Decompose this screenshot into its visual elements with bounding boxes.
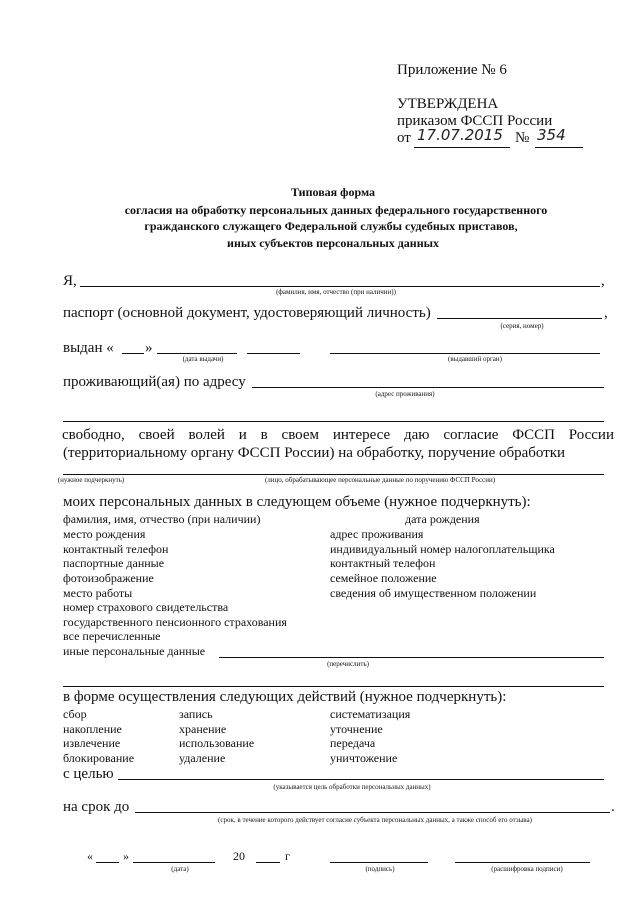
data-scope-label: моих персональных данных в следующем объеме (нужное подчеркнуть):: [63, 494, 531, 510]
action-item[interactable]: блокирование: [63, 751, 135, 765]
issuing-authority-field[interactable]: [330, 353, 600, 354]
order-label: приказом ФССП России: [397, 113, 553, 129]
data-item[interactable]: дата рождения: [405, 512, 480, 526]
issued-day-field[interactable]: [122, 353, 144, 354]
order-number-sign: №: [515, 130, 530, 146]
data-item[interactable]: фотоизображение: [63, 571, 154, 585]
data-item[interactable]: номер страхового свидетельства: [63, 600, 229, 614]
data-item[interactable]: место рождения: [63, 527, 146, 541]
data-item[interactable]: семейное положение: [330, 571, 437, 585]
data-item[interactable]: сведения об имущественном положении: [330, 586, 537, 600]
data-item[interactable]: паспортные данные: [63, 556, 165, 570]
data-item[interactable]: фамилия, имя, отчество (при наличии): [63, 512, 261, 526]
issued-label: выдан «: [63, 340, 114, 356]
title-line-1: Типовая форма: [290, 185, 376, 199]
passport-label: паспорт (основной документ, удостоверяющий личность): [63, 305, 431, 321]
term-field[interactable]: [135, 812, 610, 813]
data-item[interactable]: адрес проживания: [330, 527, 424, 541]
operator-caption: (лицо, обрабатывающее персональные данные по поручению ФССП России): [264, 476, 496, 484]
data-item[interactable]: все перечисленные: [63, 629, 161, 643]
issued-month-field[interactable]: [157, 353, 237, 354]
order-number-handwritten: 354: [537, 126, 566, 144]
action-item[interactable]: уточнение: [330, 722, 383, 736]
appendix-label: Приложение № 6: [397, 62, 507, 78]
data-item[interactable]: контактный телефон: [330, 556, 436, 570]
action-item[interactable]: извлечение: [63, 736, 121, 750]
purpose-caption: (указывается цель обработки персональных данных): [273, 783, 431, 791]
title-line-2: согласия на обработку персональных данных федерального государственного: [124, 203, 548, 217]
order-date-handwritten: 17.07.2015: [417, 126, 503, 144]
signature-field[interactable]: [330, 862, 428, 863]
issuing-authority-caption: (выдавший орган): [447, 355, 503, 363]
purpose-field[interactable]: [118, 779, 604, 780]
sign-month-field[interactable]: [133, 862, 215, 863]
year-suffix: г: [285, 849, 290, 863]
action-item[interactable]: передача: [330, 736, 376, 750]
data-item[interactable]: индивидуальный номер налогоплательщика: [330, 542, 555, 556]
underline-caption: (нужное подчеркнуть): [57, 476, 125, 484]
consent-line-1: свободно, своей волей и в своем интересе даю согласие ФССП России: [62, 427, 614, 443]
date-caption: (дата): [171, 865, 189, 873]
title-line-4: иных субъектов персональных данных: [227, 236, 439, 250]
sign-year-field[interactable]: [256, 862, 280, 863]
address-field[interactable]: [252, 387, 604, 388]
passport-caption: (серия, номер): [500, 322, 544, 330]
consent-line-2: (территориальному органу ФССП России) на обработку, поручение обработки: [63, 445, 566, 461]
data-item[interactable]: место работы: [63, 586, 133, 600]
signature-caption: (подпись): [365, 865, 395, 873]
data-item[interactable]: государственного пенсионного страхования: [63, 615, 287, 629]
title-line-3: гражданского служащего Федеральной службы судебных приставов,: [144, 219, 518, 233]
action-item[interactable]: запись: [179, 707, 213, 721]
document-page: Приложение № 6 УТВЕРЖДЕНА приказом ФССП России от 17.07.2015 № 354 Типовая форма согласия на обработку персональных данных федерального государственного гражданского служащего Федеральной службы судебных приставов, иных субъектов персональных данных Я, , (фамилия, имя, отчество (при наличии)) паспорт (основной документ, удостоверяющий личность) , (серия, номер) выдан « » (дата выдачи) (выдавший орган) проживающий(ая) по адресу (адрес проживания) свободно, своей волей и в своем интересе даю согласие ФССП России (территориальному органу ФССП России) на обработку, поручение обработки (нужное подчеркнуть) (лицо, обрабатывающее персональные данные по поручению ФССП России) моих персональных данных в следующем объеме (нужное подчеркнуть): фамилия, имя, отчество (при наличии) место рождения контактный телефон паспортные данные фотоизображение место работы номер страхового свидетельства государственного пенсионного страхования все перечисленные иные персональные данные (перечислить) дата рождения адрес проживания индивидуальный номер налогоплательщика контактный телефон семейное положение сведения об имущественном положении в форме осуществления следующих действий (нужное подчеркнуть): сбор накопление извлечение блокирование запись хранение использование удаление систематизация уточнение передача уничтожение с целью (указывается цель обработки персональных данных) на срок до . (срок, в течение которого действует согласие субъекта персональных данных, а также способ его отзыва) « » 20 г (дата) (подпись) (расшифровка подписи): [57, 62, 615, 873]
issue-date-caption: (дата выдачи): [182, 355, 224, 363]
data-item[interactable]: контактный телефон: [63, 542, 169, 556]
year-prefix: 20: [233, 849, 245, 863]
address-field-2[interactable]: [63, 421, 604, 422]
sign-day-field[interactable]: [96, 862, 119, 863]
other-data-field[interactable]: [219, 657, 604, 658]
address-caption: (адрес проживания): [375, 390, 435, 398]
action-item[interactable]: накопление: [63, 722, 122, 736]
approved-label: УТВЕРЖДЕНА: [397, 96, 499, 112]
data-item[interactable]: иные персональные данные: [63, 644, 206, 658]
signature-decoding-caption: (расшифровка подписи): [491, 865, 563, 873]
signature-decoding-field[interactable]: [455, 862, 590, 863]
action-item[interactable]: использование: [179, 736, 255, 750]
list-caption: (перечислить): [327, 660, 369, 668]
term-caption: (срок, в течение которого действует согласие субъекта персональных данных, а также способ его отзыва): [218, 816, 532, 824]
action-item[interactable]: удаление: [179, 751, 226, 765]
action-item[interactable]: сбор: [63, 707, 87, 721]
i-label: Я,: [63, 273, 77, 289]
order-date-prefix: от: [397, 130, 411, 146]
purpose-label: с целью: [63, 766, 114, 782]
action-item[interactable]: хранение: [179, 722, 227, 736]
full-name-caption: (фамилия, имя, отчество (при наличии)): [276, 288, 396, 296]
passport-field[interactable]: [437, 318, 602, 319]
address-label: проживающий(ая) по адресу: [63, 374, 246, 390]
other-data-field-2[interactable]: [63, 686, 604, 687]
term-label: на срок до: [63, 799, 130, 815]
action-item[interactable]: уничтожение: [330, 751, 398, 765]
full-name-field[interactable]: [80, 286, 600, 287]
operator-field[interactable]: [63, 474, 604, 475]
issued-year-field[interactable]: [247, 353, 300, 354]
action-item[interactable]: систематизация: [330, 707, 411, 721]
actions-label: в форме осуществления следующих действий (нужное подчеркнуть):: [63, 689, 507, 705]
